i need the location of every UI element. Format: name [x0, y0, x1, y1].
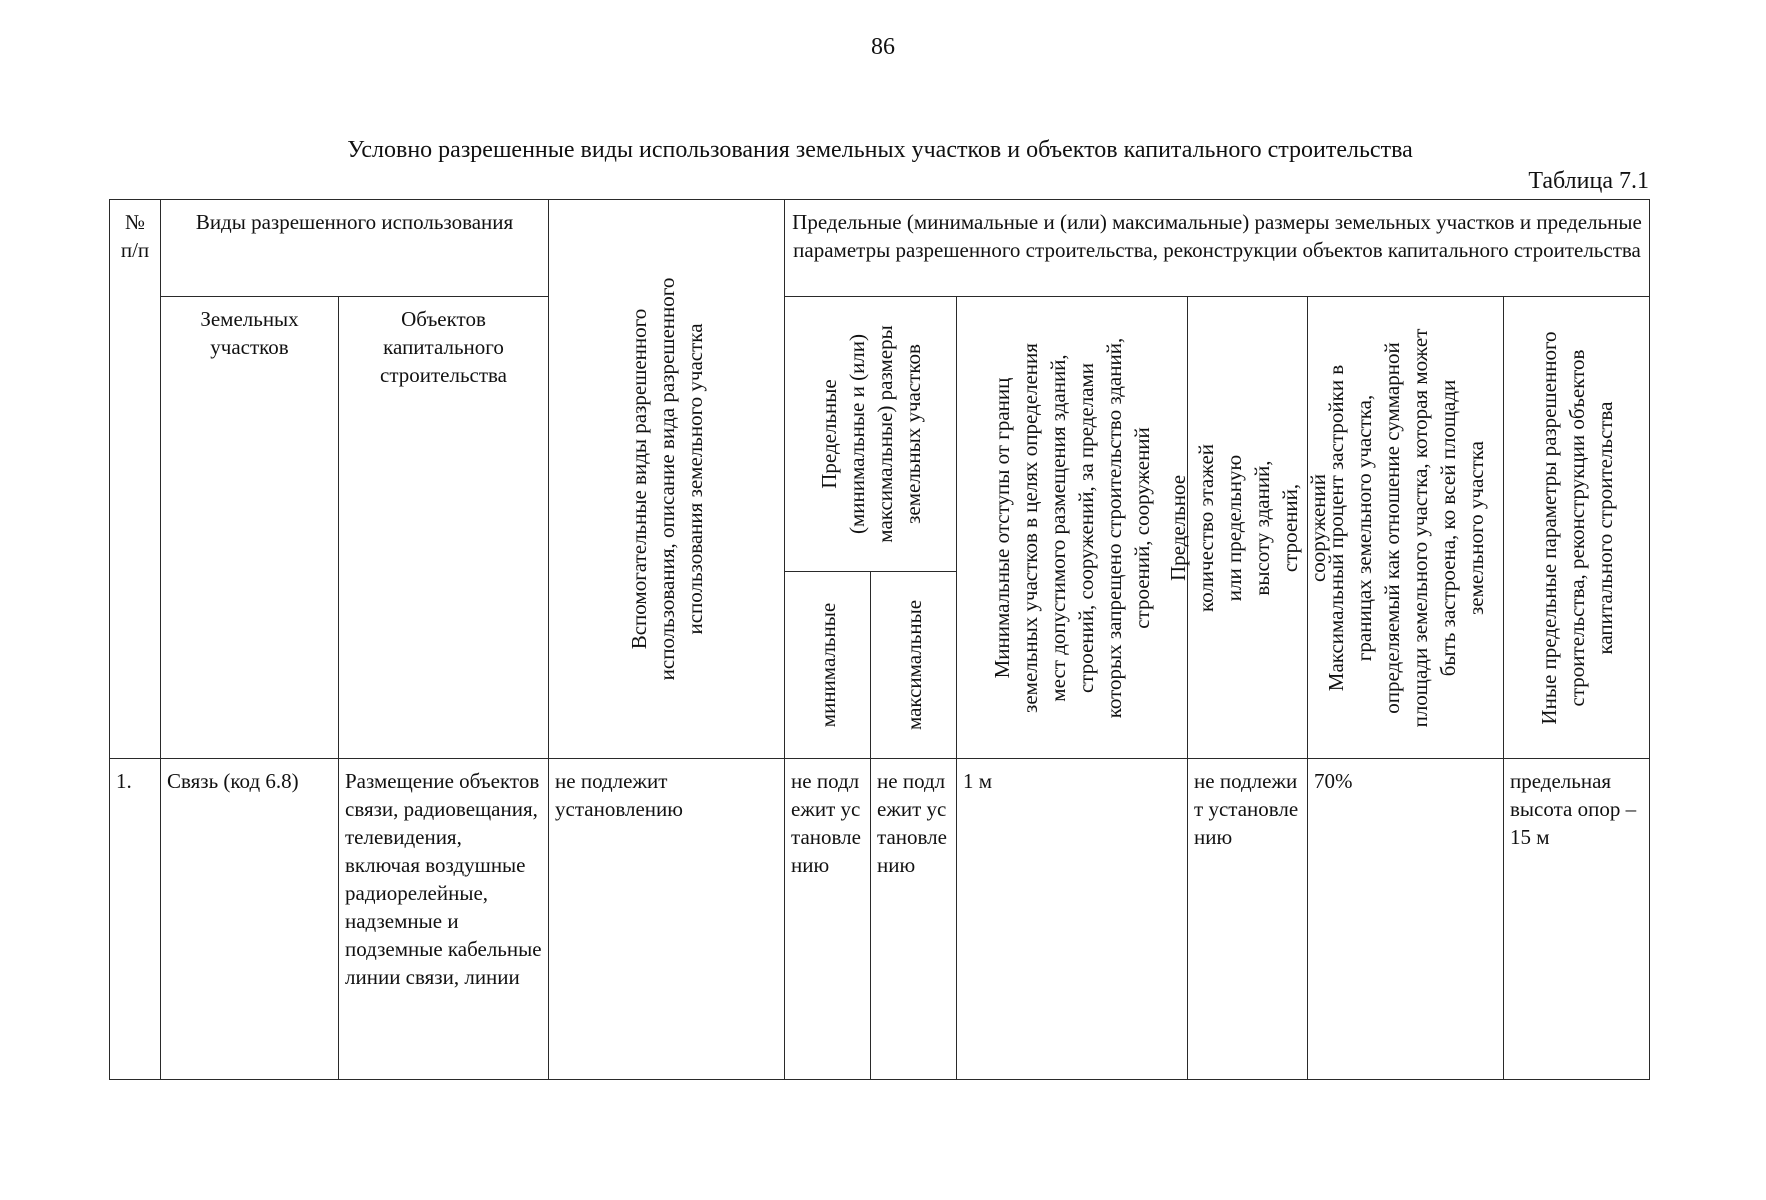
header-row-2: [110, 297, 1650, 572]
header-maximum: [871, 572, 957, 759]
header-setbacks: [957, 297, 1188, 759]
cell-setbacks: 1 м: [957, 759, 1188, 1080]
header-row-1: [110, 200, 1650, 297]
header-permitted-use-text: Виды разрешенного использования: [195, 210, 514, 234]
header-plot-size: [785, 297, 957, 572]
cell-auxiliary: не подлежит установлению: [549, 759, 785, 1080]
header-limits-group: [785, 200, 1650, 297]
header-limits-group-text: Предельные (минимальные и (или) максимальные) размеры земельных участков и предельные параметры разрешенного строительства, реконструкции объектов капитального строительства: [792, 210, 1642, 262]
cell-number: 1.: [110, 759, 161, 1080]
table-title: Условно разрешенные виды использования земельных участков и объектов капитального строительства: [347, 137, 1413, 163]
header-minimum-text: минимальные: [815, 602, 840, 728]
header-floors-text: Предельное количество этажей или предельную высоту зданий, строений, сооружений: [1165, 443, 1330, 612]
regulations-table-container: [109, 199, 1649, 1079]
header-maximum-text: максимальные: [901, 599, 926, 731]
header-number: [110, 200, 161, 759]
cell-maximum: не подлежит установлению: [871, 759, 957, 1080]
header-capital-objects: [339, 297, 549, 759]
header-number-text: № п/п: [120, 210, 150, 262]
header-coverage: [1308, 297, 1504, 759]
header-other-text: Иные предельные параметры разрешенного строительства, реконструкции объектов капитального строительства: [1536, 330, 1617, 725]
page-number: 86: [871, 34, 895, 60]
header-permitted-use: [161, 200, 549, 297]
header-land-plots-text: Земельных участков: [200, 307, 299, 359]
header-auxiliary: [549, 200, 785, 759]
cell-floors: не подлежит установлению: [1188, 759, 1308, 1080]
table-number-label: Таблица 7.1: [1528, 168, 1649, 194]
cell-capital-objects: Размещение объектов связи, радиовещания, телевидения, включая воздушные радиорелейные, надземные и подземные кабельные линии связи, линии: [339, 759, 549, 1080]
header-floors: [1165, 297, 1330, 759]
header-plot-size-text: Предельные (минимальные и (или) максимальные) размеры земельных участков: [816, 325, 925, 543]
cell-coverage: 70%: [1308, 759, 1504, 1080]
header-capital-objects-text: Объектов капитального строительства: [380, 307, 508, 387]
header-other: [1504, 297, 1650, 759]
header-land-plots: [161, 297, 339, 759]
regulations-table: [109, 199, 1650, 1080]
cell-minimum: не подлежит установлению: [785, 759, 871, 1080]
table-row: [110, 759, 1650, 1080]
cell-land-plots: Связь (код 6.8): [161, 759, 339, 1080]
header-coverage-text: Максимальный процент застройки в границах земельного участка, определяемый как отношение суммарной площади земельного участка, которая может быть застроена, ко всей площади земельного участка: [1323, 328, 1488, 727]
header-auxiliary-text: Вспомогательные виды разрешенного использования, описание вида разрешенного использования земельного участка: [626, 277, 707, 681]
cell-other: предельная высота опор – 15 м: [1504, 759, 1650, 1080]
header-setbacks-text: Минимальные отступы от границ земельных участков в целях определения мест допустимого размещения зданий, строений, сооружений, за пределами которых запрещено строительство зданий, строений, сооружений: [990, 337, 1155, 718]
header-minimum: [785, 572, 871, 759]
